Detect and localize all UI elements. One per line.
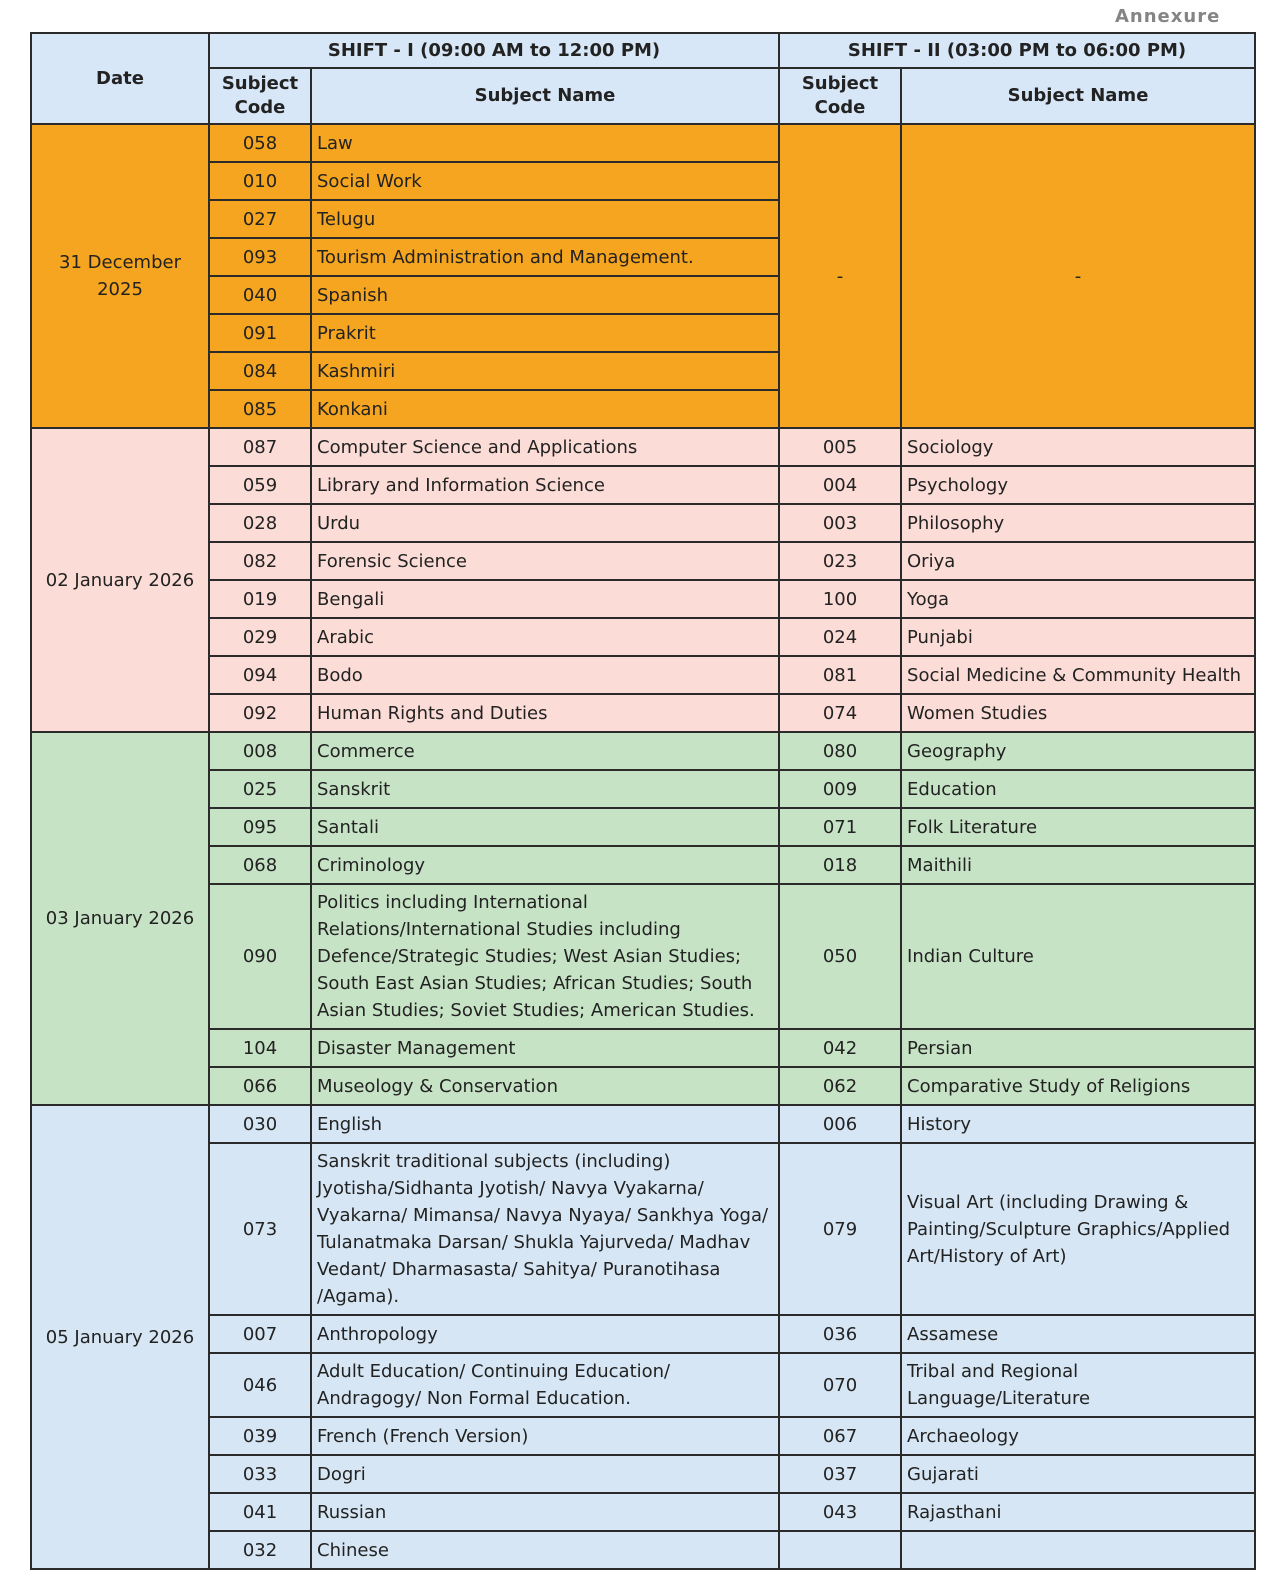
table-row: [31, 1143, 1255, 1315]
shift1-subject-name: Spanish: [311, 276, 779, 314]
shift1-subject-name: Social Work: [311, 162, 779, 200]
shift2-subject-name: Maithili: [901, 846, 1255, 884]
table-row: [31, 1105, 1255, 1143]
shift2-subject-code: 074: [779, 694, 901, 732]
header-shift1-subject-name: Subject Name: [311, 68, 779, 124]
shift2-subject-code: 081: [779, 656, 901, 694]
shift2-subject-code: 067: [779, 1417, 901, 1455]
shift1-subject-name: Kashmiri: [311, 352, 779, 390]
shift2-subject-code: 080: [779, 732, 901, 770]
shift2-subject-code: 043: [779, 1493, 901, 1531]
shift2-subject-name: Punjabi: [901, 618, 1255, 656]
shift2-subject-code: 023: [779, 542, 901, 580]
shift2-subject-name: Psychology: [901, 466, 1255, 504]
shift1-subject-name: Konkani: [311, 390, 779, 428]
shift2-name-empty: -: [901, 124, 1255, 428]
shift1-subject-name: Museology & Conservation: [311, 1067, 779, 1105]
shift2-subject-code: 004: [779, 466, 901, 504]
annexure-label: Annexure: [1115, 6, 1221, 27]
shift1-subject-code: 028: [209, 504, 311, 542]
schedule-body: [31, 124, 1255, 1569]
table-row: [31, 1353, 1255, 1417]
shift1-subject-name: Urdu: [311, 504, 779, 542]
shift1-subject-name: Bengali: [311, 580, 779, 618]
shift1-subject-code: 090: [209, 884, 311, 1029]
shift1-subject-name: French (French Version): [311, 1417, 779, 1455]
shift2-subject-name: Sociology: [901, 428, 1255, 466]
shift1-subject-name: Anthropology: [311, 1315, 779, 1353]
shift2-subject-code: [779, 1531, 901, 1569]
shift1-subject-code: 104: [209, 1029, 311, 1067]
table-row: [31, 428, 1255, 466]
shift1-subject-name: Dogri: [311, 1455, 779, 1493]
table-row: [31, 656, 1255, 694]
shift2-subject-name: Gujarati: [901, 1455, 1255, 1493]
shift1-subject-name: Chinese: [311, 1531, 779, 1569]
shift1-subject-name: Santali: [311, 808, 779, 846]
shift1-subject-code: 085: [209, 390, 311, 428]
shift1-subject-code: 066: [209, 1067, 311, 1105]
table-row: [31, 580, 1255, 618]
shift2-subject-name: History: [901, 1105, 1255, 1143]
exam-schedule-table: [30, 32, 1256, 1570]
table-row: [31, 1417, 1255, 1455]
shift1-subject-code: 008: [209, 732, 311, 770]
shift1-subject-code: 082: [209, 542, 311, 580]
shift2-subject-name: Women Studies: [901, 694, 1255, 732]
header-shift-2: SHIFT - II (03:00 PM to 06:00 PM): [779, 33, 1255, 68]
table-row: [31, 846, 1255, 884]
shift1-subject-code: 095: [209, 808, 311, 846]
shift1-subject-name: Library and Information Science: [311, 466, 779, 504]
header-shift-1: SHIFT - I (09:00 AM to 12:00 PM): [209, 33, 779, 68]
shift2-subject-code: 070: [779, 1353, 901, 1417]
header-shift2-subject-name: Subject Name: [901, 68, 1255, 124]
shift1-subject-code: 033: [209, 1455, 311, 1493]
shift2-subject-name: Indian Culture: [901, 884, 1255, 1029]
shift2-subject-name: Comparative Study of Religions: [901, 1067, 1255, 1105]
shift1-subject-name: Arabic: [311, 618, 779, 656]
shift1-subject-name: Prakrit: [311, 314, 779, 352]
shift1-subject-code: 030: [209, 1105, 311, 1143]
shift1-subject-name: Computer Science and Applications: [311, 428, 779, 466]
shift1-subject-name: Commerce: [311, 732, 779, 770]
table-row: [31, 1029, 1255, 1067]
shift1-subject-name: Human Rights and Duties: [311, 694, 779, 732]
shift1-subject-code: 041: [209, 1493, 311, 1531]
shift1-subject-code: 091: [209, 314, 311, 352]
shift2-subject-name: Social Medicine & Community Health: [901, 656, 1255, 694]
shift1-subject-code: 092: [209, 694, 311, 732]
shift2-subject-name: Archaeology: [901, 1417, 1255, 1455]
shift2-subject-code: 050: [779, 884, 901, 1029]
shift1-subject-name: Telugu: [311, 200, 779, 238]
shift2-subject-code: 100: [779, 580, 901, 618]
shift2-subject-name: Oriya: [901, 542, 1255, 580]
shift1-subject-code: 010: [209, 162, 311, 200]
shift1-subject-code: 029: [209, 618, 311, 656]
shift1-subject-code: 059: [209, 466, 311, 504]
header-date: Date: [31, 33, 209, 124]
shift2-subject-name: [901, 1531, 1255, 1569]
shift2-code-empty: -: [779, 124, 901, 428]
table-row: [31, 1315, 1255, 1353]
exam-date: 31 December 2025: [31, 124, 209, 428]
shift1-subject-code: 087: [209, 428, 311, 466]
table-row: [31, 618, 1255, 656]
shift2-subject-code: 024: [779, 618, 901, 656]
shift2-subject-name: Folk Literature: [901, 808, 1255, 846]
shift2-subject-code: 006: [779, 1105, 901, 1143]
shift1-subject-name: Russian: [311, 1493, 779, 1531]
shift2-subject-name: Persian: [901, 1029, 1255, 1067]
table-row: [31, 504, 1255, 542]
shift1-subject-name: English: [311, 1105, 779, 1143]
exam-date: 03 January 2026: [31, 732, 209, 1105]
shift1-subject-name: Sanskrit traditional subjects (including) Jyotisha/Sidhanta Jyotish/ Navya Vyakarna/ Vyakarna/ Mimansa/ Navya Nyaya/ Sankhya Yoga/ Tulanatmaka Darsan/ Shukla Yajurveda/ Madhav Vedant/ Dharmasasta/ Sahitya/ Puranotihasa /Agama).: [311, 1143, 779, 1315]
shift1-subject-code: 093: [209, 238, 311, 276]
header-shift1-subject-code: Subject Code: [209, 68, 311, 124]
shift1-subject-code: 027: [209, 200, 311, 238]
shift2-subject-name: Assamese: [901, 1315, 1255, 1353]
shift2-subject-code: 037: [779, 1455, 901, 1493]
table-row: [31, 124, 1255, 162]
shift2-subject-name: Yoga: [901, 580, 1255, 618]
shift2-subject-code: 009: [779, 770, 901, 808]
table-row: [31, 542, 1255, 580]
table-row: [31, 1531, 1255, 1569]
shift2-subject-code: 005: [779, 428, 901, 466]
table-row: [31, 808, 1255, 846]
shift2-subject-name: Rajasthani: [901, 1493, 1255, 1531]
shift1-subject-name: Adult Education/ Continuing Education/ Andragogy/ Non Formal Education.: [311, 1353, 779, 1417]
table-row: [31, 732, 1255, 770]
exam-date: 02 January 2026: [31, 428, 209, 732]
shift1-subject-name: Forensic Science: [311, 542, 779, 580]
shift1-subject-code: 073: [209, 1143, 311, 1315]
shift1-subject-name: Politics including International Relations/International Studies including Defence/Strategic Studies; West Asian Studies; South East Asian Studies; African Studies; South Asian Studies; Soviet Studies; American Studies.: [311, 884, 779, 1029]
shift2-subject-name: Education: [901, 770, 1255, 808]
shift2-subject-code: 071: [779, 808, 901, 846]
table-row: [31, 694, 1255, 732]
shift1-subject-code: 039: [209, 1417, 311, 1455]
exam-date: 05 January 2026: [31, 1105, 209, 1569]
shift2-subject-code: 062: [779, 1067, 901, 1105]
shift2-subject-code: 036: [779, 1315, 901, 1353]
shift2-subject-code: 042: [779, 1029, 901, 1067]
shift1-subject-name: Criminology: [311, 846, 779, 884]
header-shift2-subject-code: Subject Code: [779, 68, 901, 124]
shift1-subject-code: 007: [209, 1315, 311, 1353]
table-row: [31, 1455, 1255, 1493]
shift1-subject-code: 094: [209, 656, 311, 694]
shift1-subject-code: 068: [209, 846, 311, 884]
shift1-subject-code: 046: [209, 1353, 311, 1417]
shift2-subject-name: Visual Art (including Drawing & Painting/Sculpture Graphics/Applied Art/History of Art): [901, 1143, 1255, 1315]
shift1-subject-name: Sanskrit: [311, 770, 779, 808]
table-row: [31, 1067, 1255, 1105]
table-row: [31, 770, 1255, 808]
shift1-subject-code: 058: [209, 124, 311, 162]
shift2-subject-code: 003: [779, 504, 901, 542]
table-row: [31, 466, 1255, 504]
shift1-subject-code: 019: [209, 580, 311, 618]
shift2-subject-code: 018: [779, 846, 901, 884]
shift1-subject-name: Tourism Administration and Management.: [311, 238, 779, 276]
shift2-subject-name: Philosophy: [901, 504, 1255, 542]
table-row: [31, 884, 1255, 1029]
shift1-subject-name: Law: [311, 124, 779, 162]
shift2-subject-name: Geography: [901, 732, 1255, 770]
shift2-subject-name: Tribal and Regional Language/Literature: [901, 1353, 1255, 1417]
table-row: [31, 1493, 1255, 1531]
shift2-subject-code: 079: [779, 1143, 901, 1315]
shift1-subject-name: Disaster Management: [311, 1029, 779, 1067]
shift1-subject-code: 040: [209, 276, 311, 314]
shift1-subject-code: 084: [209, 352, 311, 390]
shift1-subject-code: 025: [209, 770, 311, 808]
shift1-subject-name: Bodo: [311, 656, 779, 694]
shift1-subject-code: 032: [209, 1531, 311, 1569]
